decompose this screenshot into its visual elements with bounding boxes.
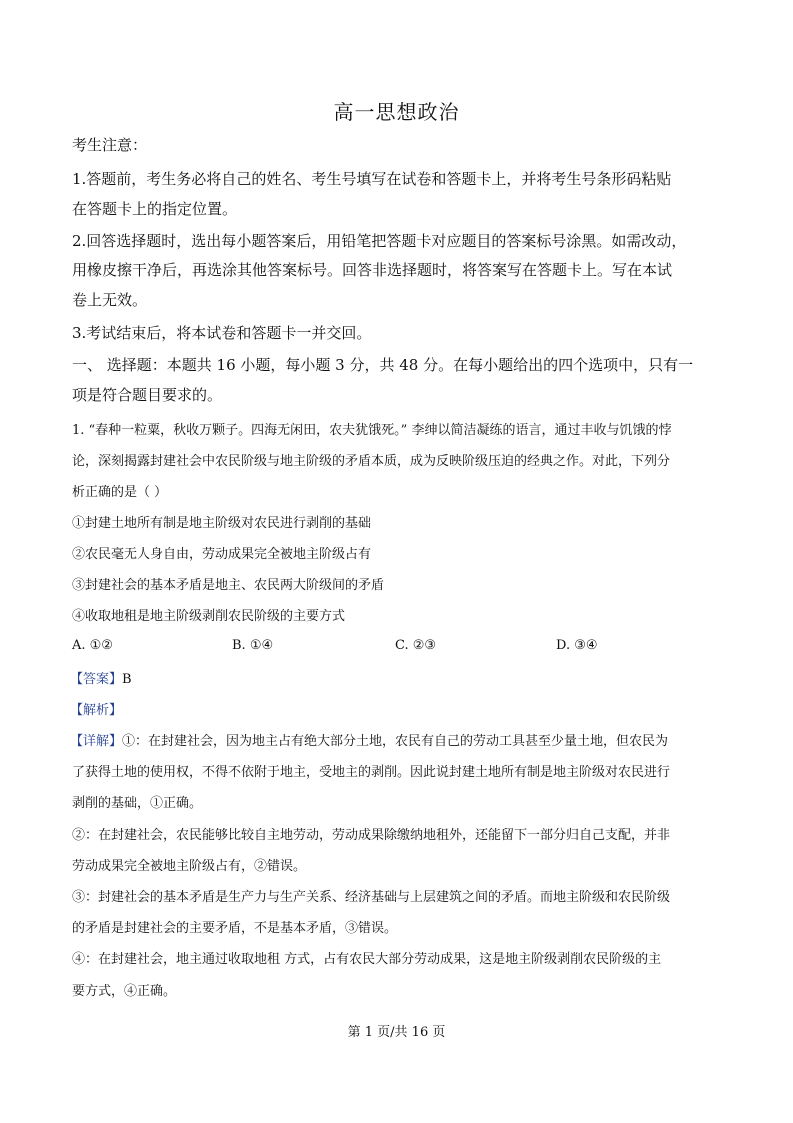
- option-c: C. ②③: [395, 638, 437, 653]
- question-stem: 论，深刻揭露封建社会中农民阶级与地主阶级的矛盾本质，成为反映阶级压迫的经典之作。对此，下列分: [72, 454, 671, 469]
- section-heading: 一、 选择题：本题共 16 小题，每小题 3 分，共 48 分。在每小题给出的四个选项中，只有一: [72, 356, 694, 374]
- detail-tag: 【详解】: [70, 734, 123, 749]
- notice-line: 1.答题前，考生务必将自己的姓名、考生号填写在试卷和答题卡上，并将考生号条形码粘贴: [72, 170, 672, 188]
- option-a: A. ①②: [72, 638, 113, 653]
- detail-text: ①：在封建社会，因为地主占有绝大部分土地，农民有自己的劳动工具甚至少量土地，但农民为: [122, 734, 669, 749]
- notice-line: 3.考试结束后，将本试卷和答题卡一并交回。: [72, 324, 372, 342]
- detail-line: ②：在封建社会，农民能够比较自主地劳动，劳动成果除缴纳地租外，还能留下一部分归自己支配，并非: [72, 828, 671, 843]
- page-number: 第 1 页/共 16 页: [347, 1025, 446, 1040]
- answer-line: [70, 668, 132, 687]
- detail-line: ④：在封建社会，地主通过收取地租 方式，占有农民大部分劳动成果，这是地主阶级剥削农民阶级的主: [72, 952, 662, 967]
- page-title: 高一思想政治: [333, 100, 460, 124]
- notice-line: 用橡皮擦干净后，再选涂其他答案标号。回答非选择题时，将答案写在答题卡上。写在本试: [72, 261, 673, 279]
- section-heading: 项是符合题目要求的。: [72, 386, 223, 404]
- statement-item: ①封建土地所有制是地主阶级对农民进行剥削的基础: [72, 516, 372, 531]
- statement-item: ②农民毫无人身自由，劳动成果完全被地主阶级占有: [72, 547, 372, 562]
- question-stem: 1. “春种一粒粟，秋收万颗子。四海无闲田，农夫犹饿死。” 李绅以简洁凝练的语言，通过丰收与饥饿的悖: [72, 423, 672, 438]
- option-d: D. ③④: [556, 638, 598, 653]
- notice-line: 2.回答选择题时，选出每小题答案后，用铅笔把答题卡对应题目的答案标号涂黑。如需改动，: [72, 232, 687, 250]
- statement-item: ③封建社会的基本矛盾是地主、农民两大阶级间的矛盾: [72, 578, 385, 593]
- analysis-tag: 【解析】: [70, 703, 123, 718]
- notice-heading: 考生注意：: [72, 136, 148, 154]
- detail-line: 了获得土地的使用权，不得不依附于地主，受地主的剥削。因此说封建土地所有制是地主阶级对农民进行: [72, 765, 671, 780]
- answer-tag: 【答案】: [70, 672, 123, 687]
- statement-item: ④收取地租是地主阶级剥削农民阶级的主要方式: [72, 609, 346, 624]
- detail-line: 要方式，④正确。: [72, 984, 177, 999]
- answer-value: B: [122, 672, 132, 687]
- notice-line: 卷上无效。: [72, 291, 148, 309]
- detail-line: 的矛盾是封建社会的主要矛盾，不是基本矛盾，③错误。: [72, 921, 398, 936]
- detail-line: ③：封建社会的基本矛盾是生产力与生产关系、经济基础与上层建筑之间的矛盾。而地主阶级和农民阶级: [72, 890, 671, 905]
- option-b: B. ①④: [232, 638, 274, 653]
- detail-line: 劳动成果完全被地主阶级占有，②错误。: [72, 859, 307, 874]
- notice-line: 在答题卡上的指定位置。: [72, 200, 238, 218]
- detail-line: [70, 730, 668, 749]
- question-stem: 析正确的是（ ）: [72, 485, 168, 500]
- detail-line: 剥削的基础，①正确。: [72, 796, 203, 811]
